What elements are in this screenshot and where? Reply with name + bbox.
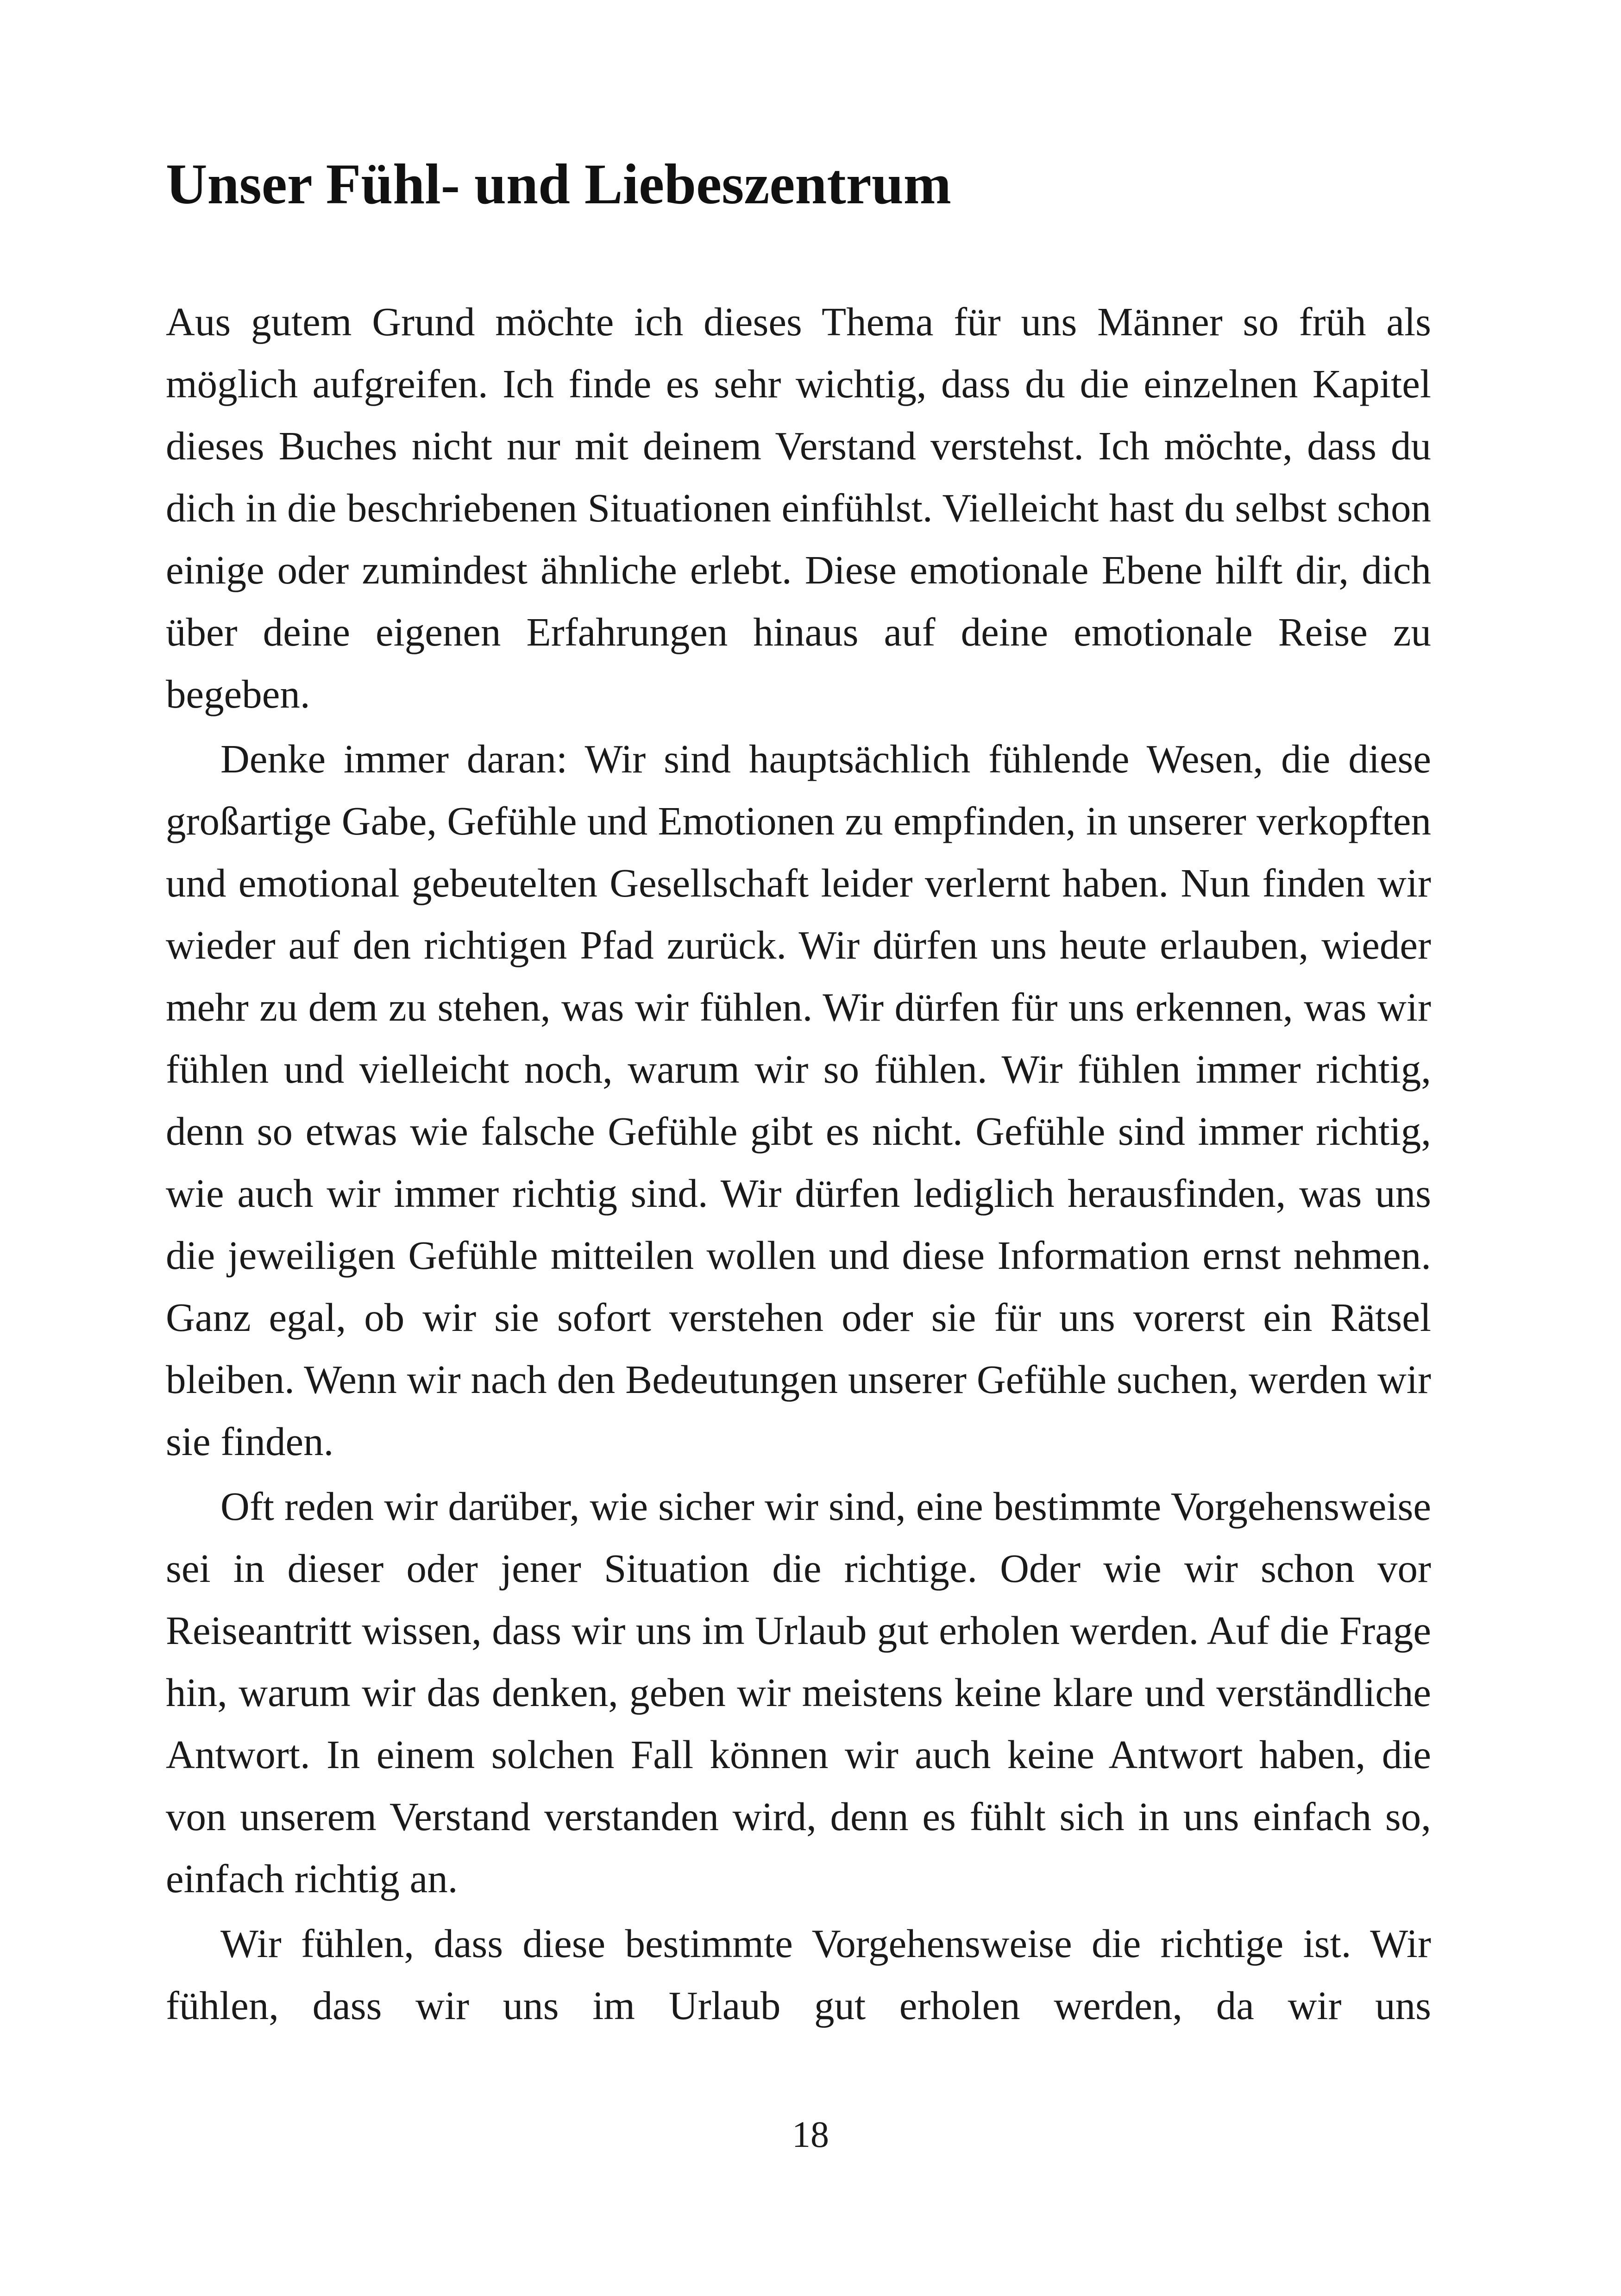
paragraph: Aus gutem Grund möchte ich dieses Thema für uns Männer so früh als möglich aufgreifen. Ich finde es sehr wichtig, dass du die einzelnen Kapitel dieses Buches nicht nur mit deinem Verstand verstehst. Ich möchte, dass du dich in die beschriebenen Situationen einfühlst. Vielleicht hast du selbst schon einige oder zumindest ähnliche erlebt. Diese emotionale Ebene hilft dir, dich über deine eigenen Erfahrungen hinaus auf deine emotionale Reise zu begeben.	[166, 299, 1431, 716]
chapter-heading: Unser Fühl- und Liebeszentrum	[166, 152, 951, 216]
paragraph: Wir fühlen, dass diese bestimmte Vorgehensweise die richtige ist. Wir fühlen, dass wir uns im Urlaub gut erholen werden, da wir uns	[166, 1921, 1431, 2028]
paragraph: Denke immer daran: Wir sind hauptsächlich fühlende Wesen, die diese großartige Gabe, Gefühle und Emotionen zu empfinden, in unserer verkopften und emotional gebeutelten Gesellschaft leider verlernt haben. Nun finden wir wieder auf den richtigen Pfad zurück. Wir dürfen uns heute erlauben, wieder mehr zu dem zu stehen, was wir fühlen. Wir dürfen für uns erkennen, was wir fühlen und vielleicht noch, warum wir so fühlen. Wir fühlen immer richtig, denn so etwas wie falsche Gefühle gibt es nicht. Gefühle sind immer richtig, wie auch wir immer richtig sind. Wir dürfen lediglich herausfinden, was uns die jeweiligen Gefühle mitteilen wollen und diese Information ernst nehmen. Ganz egal, ob wir sie sofort verstehen oder sie für uns vorerst ein Rätsel bleiben. Wenn wir nach den Bedeutungen unserer Gefühle suchen, werden wir sie finden.	[166, 736, 1431, 1464]
body-text	[166, 291, 1431, 2037]
paragraph: Oft reden wir darüber, wie sicher wir sind, eine bestimmte Vorgehensweise sei in dieser oder jener Situation die richtige. Oder wie wir schon vor Reiseantritt wissen, dass wir uns im Urlaub gut erholen werden. Auf die Frage hin, warum wir das denken, geben wir meistens keine klare und verständliche Antwort. In einem solchen Fall können wir auch keine Antwort haben, die von unserem Verstand verstanden wird, denn es fühlt sich in uns einfach so, einfach richtig an.	[166, 1484, 1431, 1901]
page-number: 18	[792, 2114, 829, 2155]
